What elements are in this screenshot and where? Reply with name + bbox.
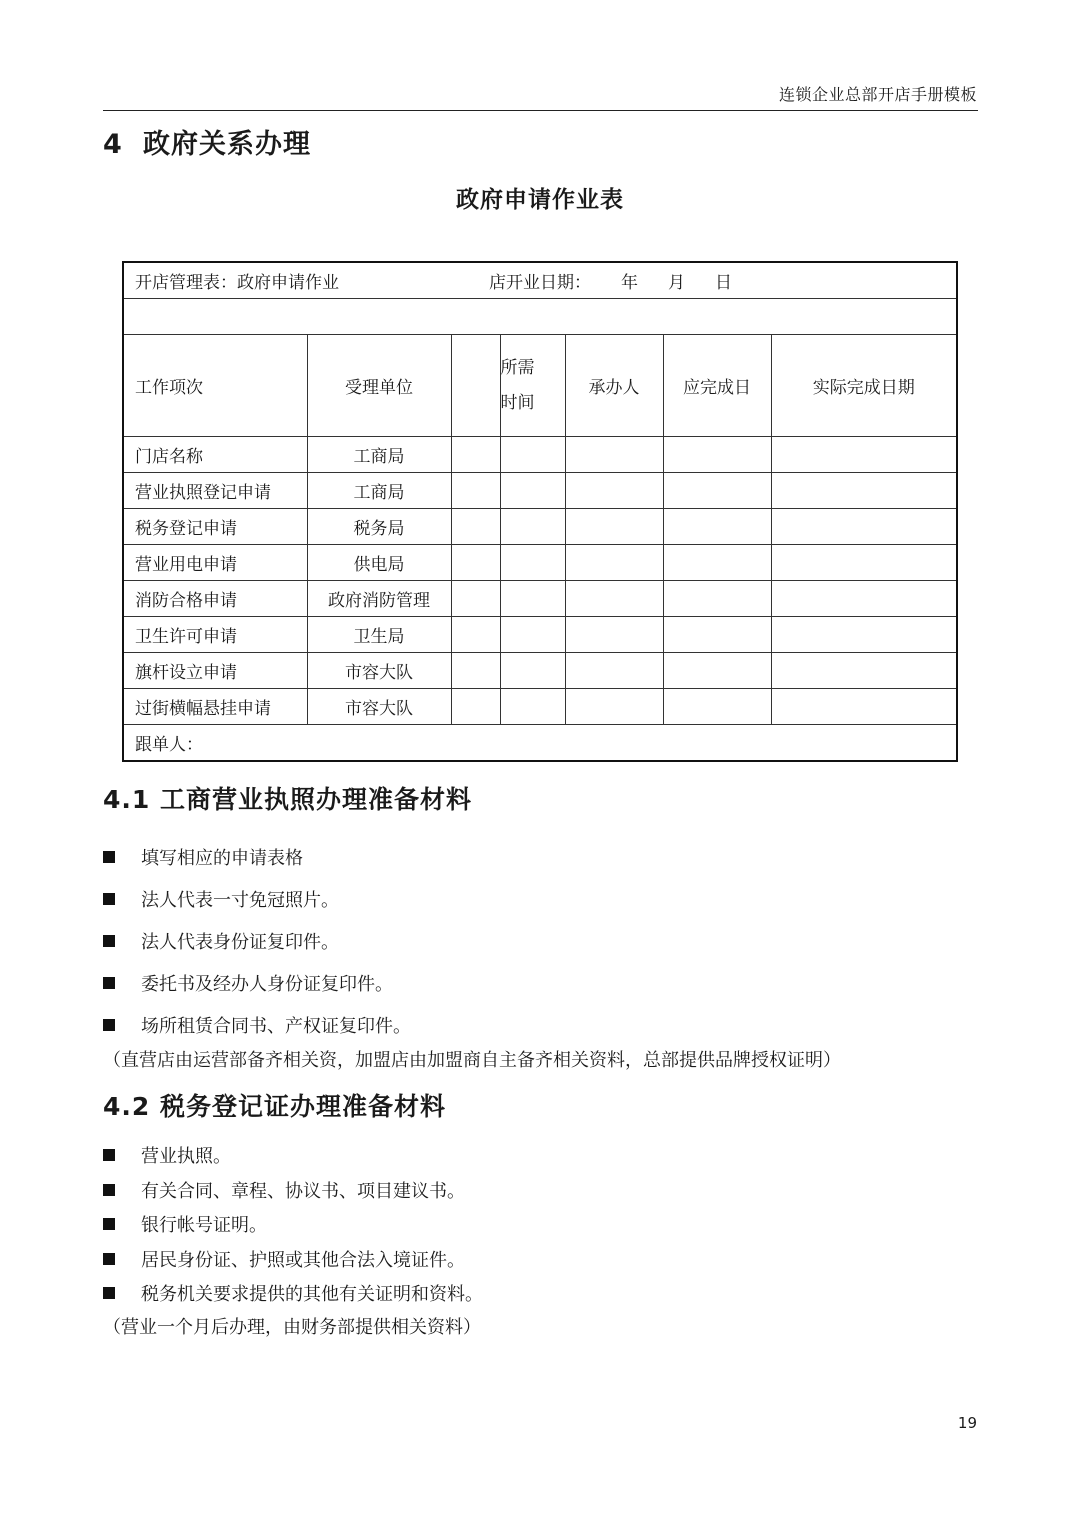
list-item: 税务机关要求提供的其他有关证明和资料。: [103, 1276, 483, 1311]
header-time: [500, 335, 565, 437]
square-bullet-icon: [103, 1218, 115, 1230]
square-bullet-icon: [103, 1184, 115, 1196]
day-label: 日: [715, 273, 732, 293]
table-row: [123, 617, 957, 653]
header-blank: [451, 335, 500, 437]
row-item: 营业执照登记申请: [123, 473, 307, 509]
header-doc-title: 连锁企业总部开店手册模板: [778, 85, 977, 104]
table-row: [123, 437, 957, 473]
square-bullet-icon: [103, 1149, 115, 1161]
form-header-row: [123, 262, 957, 299]
header-rule: [103, 110, 978, 111]
row-unit: 工商局: [307, 473, 451, 509]
year-label: 年: [621, 273, 638, 293]
square-bullet-icon: [103, 977, 115, 989]
subsection-1-list: [103, 836, 411, 1046]
list-item: 居民身份证、护照或其他合法入境证件。: [103, 1242, 483, 1277]
row-item: 营业用电申请: [123, 545, 307, 581]
table-row: [123, 473, 957, 509]
footer-row: [123, 725, 957, 762]
subsection-2-list: [103, 1138, 483, 1311]
table-row: [123, 509, 957, 545]
row-unit: 政府消防管理: [307, 581, 451, 617]
square-bullet-icon: [103, 1019, 115, 1031]
list-item: 法人代表身份证复印件。: [103, 920, 411, 962]
square-bullet-icon: [103, 893, 115, 905]
header-actual: 实际完成日期: [771, 335, 957, 437]
row-item: 旗杆设立申请: [123, 653, 307, 689]
list-item: 填写相应的申请表格: [103, 836, 411, 878]
square-bullet-icon: [103, 1287, 115, 1299]
header-unit: 受理单位: [307, 335, 451, 437]
subsection-2-title: 4.2 税务登记证办理准备材料: [103, 1092, 446, 1121]
list-item: 银行帐号证明。: [103, 1207, 483, 1242]
square-bullet-icon: [103, 851, 115, 863]
row-item: 消防合格申请: [123, 581, 307, 617]
table-row: [123, 689, 957, 725]
subsection-2-note: （营业一个月后办理，由财务部提供相关资料）: [103, 1317, 481, 1338]
section-title: 政府关系办理: [143, 129, 311, 160]
row-item: 过街横幅悬挂申请: [123, 689, 307, 725]
follow-up-person-label: 跟单人：: [123, 725, 957, 762]
header-item: 工作项次: [123, 335, 307, 437]
section-number: 4: [103, 129, 123, 160]
subsection-1-note: （直营店由运营部备齐相关资，加盟店由加盟商自主备齐相关资料，总部提供品牌授权证明）: [103, 1050, 841, 1071]
header-due: 应完成日: [663, 335, 771, 437]
blank-row: [123, 299, 957, 335]
table-row: [123, 581, 957, 617]
list-item: 有关合同、章程、协议书、项目建议书。: [103, 1173, 483, 1208]
table-row: [123, 653, 957, 689]
row-item: 税务登记申请: [123, 509, 307, 545]
header-handler: 承办人: [565, 335, 663, 437]
row-unit: 卫生局: [307, 617, 451, 653]
list-item: 营业执照。: [103, 1138, 483, 1173]
table-row: [123, 545, 957, 581]
section-heading: [103, 122, 311, 161]
header-time-line1: 所需: [500, 357, 535, 378]
list-item: 委托书及经办人身份证复印件。: [103, 962, 411, 1004]
row-item: 卫生许可申请: [123, 617, 307, 653]
form-label: 开店管理表：政府申请作业: [135, 273, 339, 293]
table-title: 政府申请作业表: [456, 187, 624, 213]
page-number: 19: [957, 1414, 977, 1432]
row-unit: 市容大队: [307, 689, 451, 725]
subsection-1-title: 4.1 工商营业执照办理准备材料: [103, 785, 472, 814]
row-unit: 工商局: [307, 437, 451, 473]
header-time-line2: 时间: [500, 392, 535, 413]
row-unit: 税务局: [307, 509, 451, 545]
row-unit: 市容大队: [307, 653, 451, 689]
government-application-table: [122, 261, 958, 762]
square-bullet-icon: [103, 935, 115, 947]
opening-date-label: 店开业日期：: [489, 273, 591, 293]
list-item: 场所租赁合同书、产权证复印件。: [103, 1004, 411, 1046]
square-bullet-icon: [103, 1253, 115, 1265]
month-label: 月: [668, 273, 685, 293]
list-item: 法人代表一寸免冠照片。: [103, 878, 411, 920]
row-item: 门店名称: [123, 437, 307, 473]
row-unit: 供电局: [307, 545, 451, 581]
column-header-row: [123, 335, 957, 437]
